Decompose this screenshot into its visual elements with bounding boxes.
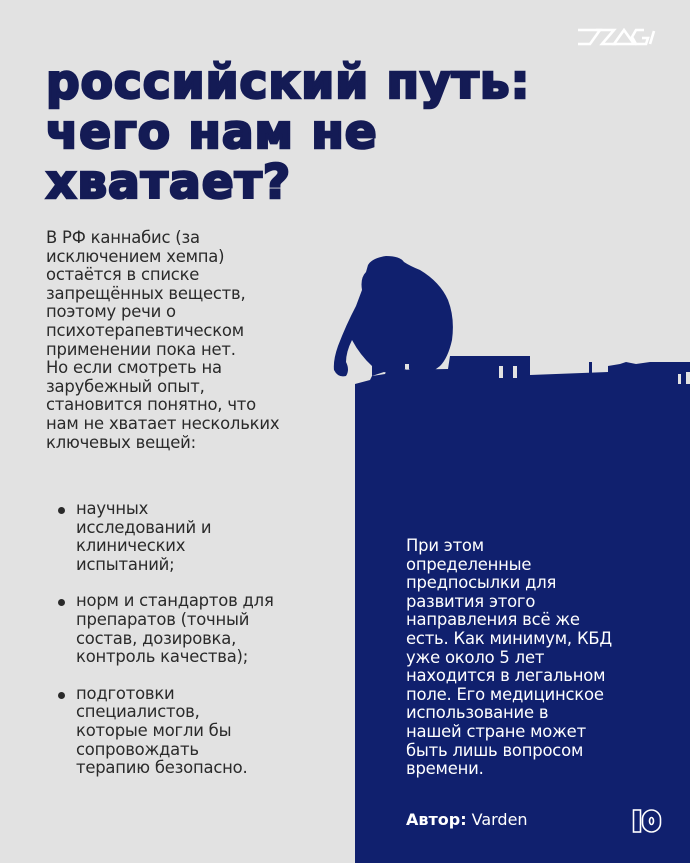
list-item-line: испытаний; xyxy=(76,554,175,574)
title-line: чего нам не xyxy=(46,105,378,160)
list-item xyxy=(58,592,318,666)
side-line: предпосылки для xyxy=(406,573,557,593)
intro-line: применении пока нет. xyxy=(46,339,236,359)
list-item-line: исследований и xyxy=(76,517,212,537)
bullet-icon xyxy=(58,692,65,699)
intro-line: поэтому речи о xyxy=(46,302,176,322)
title-line: хватает? xyxy=(46,155,292,210)
intro-paragraph xyxy=(46,229,316,452)
intro-line: психотерапевтическом xyxy=(46,320,244,340)
intro-line: нам не хватает нескольких xyxy=(46,413,280,433)
list-item-line: сопровождать xyxy=(76,739,199,759)
side-line: нашей стране может xyxy=(406,721,586,741)
list-item xyxy=(58,500,318,574)
list-item-line: научных xyxy=(76,499,149,518)
side-line: быть лишь вопросом xyxy=(406,740,584,760)
list-item-line: подготовки xyxy=(76,683,175,703)
bullet-list xyxy=(58,500,318,796)
side-line: времени. xyxy=(406,759,484,779)
list-item-line: специалистов, xyxy=(76,702,200,722)
intro-line: Но если смотреть на xyxy=(46,358,222,378)
side-line: использование в xyxy=(406,703,549,723)
side-line: есть. Как минимум, КБД xyxy=(406,628,613,648)
author-credit xyxy=(406,810,528,830)
intro-line: зарубежный опыт, xyxy=(46,376,205,396)
side-line: определенные xyxy=(406,554,532,574)
side-line: поле. Его медицинское xyxy=(406,684,604,704)
dzagi-logo-icon xyxy=(574,22,662,52)
author-name: Varden xyxy=(471,810,528,829)
side-line: направления всё же xyxy=(406,610,580,630)
side-line: уже около 5 лет xyxy=(406,647,545,667)
list-item-line: которые могли бы xyxy=(76,720,232,740)
list-item-line: препаратов (точный xyxy=(76,609,250,629)
page-title xyxy=(46,55,606,210)
list-item-line: клинических xyxy=(76,536,186,556)
side-line: находится в легальном xyxy=(406,666,606,686)
title-line: российский путь: xyxy=(46,55,531,110)
list-item-line: норм и стандартов для xyxy=(76,591,274,611)
intro-line: исключением хемпа) xyxy=(46,246,225,266)
bullet-icon xyxy=(58,599,65,606)
intro-line: становится понятно, что xyxy=(46,395,256,415)
author-label: Автор: xyxy=(406,810,467,829)
list-item-line: контроль качества); xyxy=(76,647,249,667)
list-item-line: терапию безопасно. xyxy=(76,758,248,778)
bullet-icon xyxy=(58,507,65,514)
list-item-line: состав, дозировка, xyxy=(76,628,237,648)
side-paragraph xyxy=(406,537,666,779)
intro-line: остаётся в списке xyxy=(46,265,200,285)
side-line: При этом xyxy=(406,536,484,555)
intro-line: ключевых вещей: xyxy=(46,432,196,452)
page-number-icon xyxy=(632,808,662,834)
list-item xyxy=(58,685,318,778)
intro-line: В РФ каннабис (за xyxy=(46,228,200,247)
side-line: развития этого xyxy=(406,591,536,611)
intro-line: запрещённых веществ, xyxy=(46,283,246,303)
